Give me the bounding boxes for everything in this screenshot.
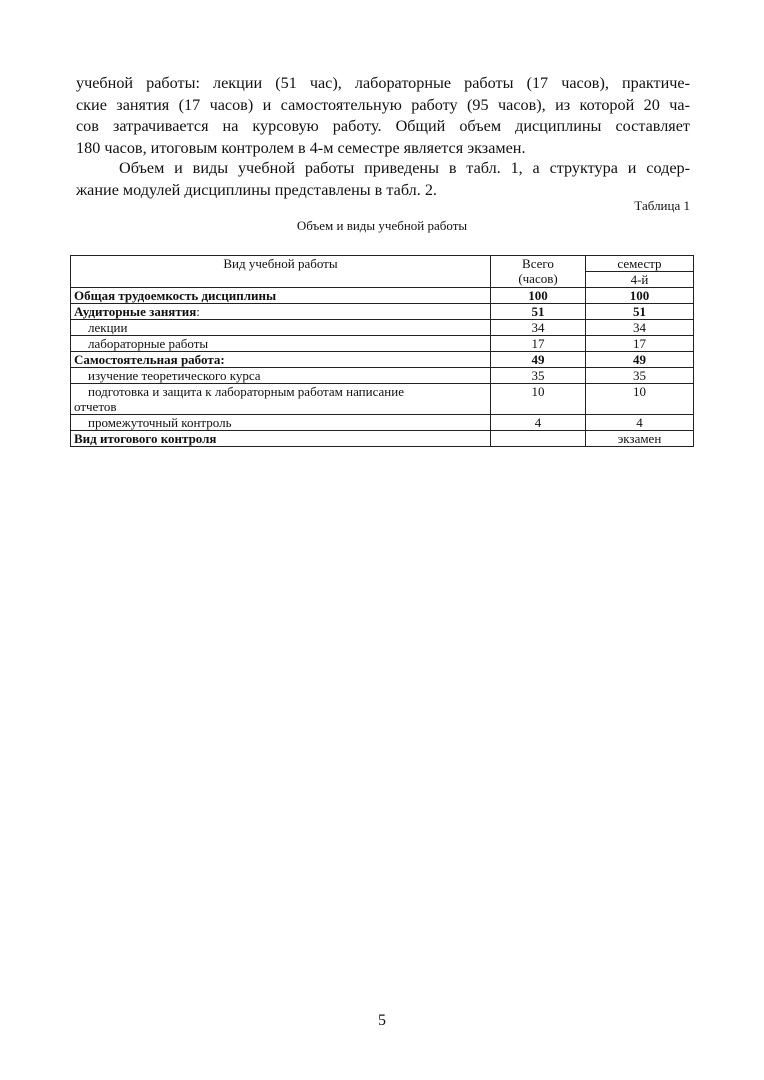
header-total-line2: (часов) <box>518 271 558 286</box>
row-semester: 49 <box>586 352 694 368</box>
table-row <box>71 415 694 431</box>
row-total: 49 <box>491 352 586 368</box>
header-work-type: Вид учебной работы <box>71 256 491 288</box>
row-semester: 100 <box>586 288 694 304</box>
table-row <box>71 368 694 384</box>
row-name-line2: отчетов <box>74 399 117 414</box>
row-semester: 17 <box>586 336 694 352</box>
row-total: 35 <box>491 368 586 384</box>
row-name: Вид итогового контроля <box>71 431 491 447</box>
header-total-hours <box>491 256 586 288</box>
row-name: лабораторные работы <box>71 336 491 352</box>
table-row <box>71 384 694 415</box>
table-row <box>71 336 694 352</box>
page-number: 5 <box>378 1012 386 1029</box>
paragraph-line: ские занятия (17 часов) и самостоятельную работу (95 часов), из которой 20 ча- <box>76 95 690 114</box>
row-name: промежуточный контроль <box>71 415 491 431</box>
row-name: лекции <box>71 320 491 336</box>
row-name: Общая трудоемкость дисциплины <box>71 288 491 304</box>
row-semester: 35 <box>586 368 694 384</box>
row-name-cell <box>71 304 491 320</box>
paragraph-line: учебной работы: лекции (51 час), лабораторные работы (17 часов), практиче- <box>76 74 690 92</box>
table-title: Объем и виды учебной работы <box>296 218 468 233</box>
header-total-line1: Всего <box>522 256 554 271</box>
row-name-cell <box>71 384 491 415</box>
body-paragraph-2 <box>76 158 690 201</box>
row-semester: 34 <box>586 320 694 336</box>
header-semester: семестр <box>586 256 694 272</box>
row-total: 34 <box>491 320 586 336</box>
body-paragraph-1 <box>76 73 690 159</box>
paragraph-line: сов затрачивается на курсовую работу. Общий объем дисциплины составляет <box>76 117 690 135</box>
row-name: изучение теоретического курса <box>71 368 491 384</box>
row-total: 17 <box>491 336 586 352</box>
table-row <box>71 288 694 304</box>
row-semester: экзамен <box>586 431 694 447</box>
table-row <box>71 320 694 336</box>
row-semester: 10 <box>586 384 694 415</box>
paragraph-line: жание модулей дисциплины представлены в табл. 2. <box>76 180 437 199</box>
table-row <box>71 431 694 447</box>
row-total <box>491 431 586 447</box>
work-volume-table <box>70 255 694 447</box>
table-row <box>71 352 694 368</box>
row-name-suffix: : <box>196 304 200 319</box>
row-total: 10 <box>491 384 586 415</box>
row-total: 100 <box>491 288 586 304</box>
row-name-line1: подготовка и защита к лабораторным работам написание <box>88 384 404 399</box>
table-header-row <box>71 256 694 272</box>
table-row <box>71 304 694 320</box>
paragraph-line: 180 часов, итоговым контролем в 4-м семестре является экзамен. <box>76 138 526 157</box>
row-name: Аудиторные занятия <box>74 304 197 319</box>
row-total: 51 <box>491 304 586 320</box>
row-semester: 4 <box>586 415 694 431</box>
row-semester: 51 <box>586 304 694 320</box>
row-total: 4 <box>491 415 586 431</box>
table-label: Таблица 1 <box>634 198 690 213</box>
header-semester-value: 4-й <box>586 272 694 288</box>
row-name: Самостоятельная работа: <box>71 352 491 368</box>
paragraph-line: Объем и виды учебной работы приведены в табл. 1, а структура и содер- <box>119 159 690 177</box>
